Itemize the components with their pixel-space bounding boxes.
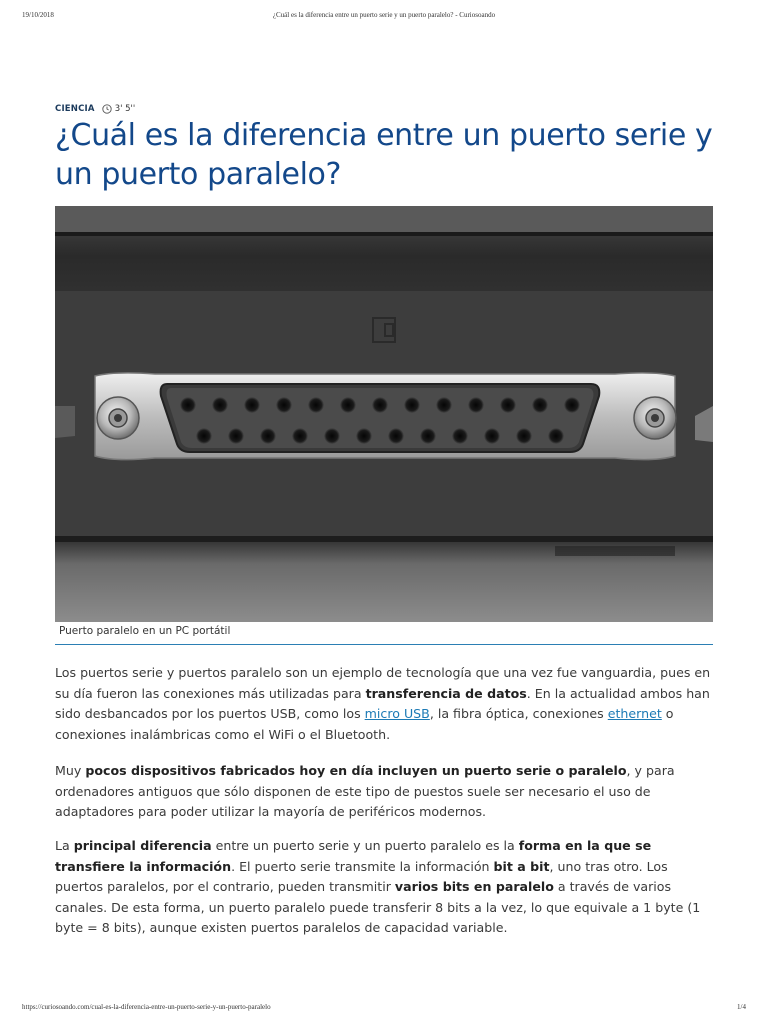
micro-usb-link[interactable]: micro USB (364, 706, 430, 721)
article-title: ¿Cuál es la diferencia entre un puerto serie y un puerto paralelo? (55, 118, 713, 192)
p1-bold-1: transferencia de datos (365, 685, 527, 701)
screw-left (97, 397, 139, 439)
screw-right (634, 397, 676, 439)
p3-text-5: a través de varios canales. De esta forma, un puerto paralelo puede transferir 8 bits a la vez, lo que equivale a 1 byte (1 byte = 8 bits), aunque existen puertos paralelos de capacidad variable. (55, 879, 701, 935)
paragraph-2 (55, 761, 715, 823)
p2-bold-1: pocos dispositivos fabricados hoy en día incluyen un puerto serie o paralelo (85, 763, 627, 778)
p2-text-2: , y para ordenadores antiguos que sólo disponen de este tipo de puestos suele ser necesario el uso de adaptadores para poder utilizar la mayoría de periféricos modernos. (55, 763, 675, 819)
read-time: 3' 5'' (114, 104, 136, 114)
article-meta (55, 102, 135, 116)
p3-bold-1: principal diferencia (73, 838, 212, 853)
ethernet-link[interactable]: ethernet (607, 706, 662, 721)
p1-text-3: , la fibra óptica, conexiones (429, 706, 608, 721)
print-page-title: ¿Cuál es la diferencia entre un puerto serie y un puerto paralelo? - Curiosoando (272, 11, 496, 19)
p3-text-4: , uno tras otro. Los puertos paralelos, por el contrario, pueden transmitir (55, 858, 668, 894)
image-caption: Puerto paralelo en un PC portátil (59, 625, 231, 637)
category-link[interactable]: CIENCIA (55, 104, 95, 114)
paragraph-1 (55, 663, 715, 745)
p1-text-2: . En la actualidad ambos han sido desbancados por los puertos USB, como los (55, 685, 710, 721)
p1-text-1: Los puertos serie y puertos paralelo son un ejemplo de tecnología que una vez fue vanguardia, pues en su día fueron las conexiones más utilizadas para (55, 665, 711, 701)
print-url: https://curiosoando.com/cual-es-la-diferencia-entre-un-puerto-serie-y-un-puerto-paralelo (22, 1003, 271, 1011)
p3-bold-3: bit a bit (493, 858, 550, 874)
print-date: 19/10/2018 (22, 11, 54, 19)
print-header (0, 11, 768, 21)
paragraph-3 (55, 836, 715, 939)
p3-text-2: entre un puerto serie y un puerto paralelo es la (211, 838, 519, 853)
p1-text-4: o conexiones inalámbricas como el WiFi o el Bluetooth. (55, 706, 674, 742)
caption-divider (55, 644, 713, 645)
print-page-number: 1/4 (737, 1003, 746, 1011)
clock-icon (102, 104, 112, 114)
p3-text-1: La (55, 838, 74, 853)
p3-bold-2: forma en la que se transfiere la información (55, 838, 652, 874)
parallel-port-photo (55, 206, 713, 622)
p3-text-3: . El puerto serie transmite la información (231, 858, 494, 874)
print-footer (0, 1003, 768, 1013)
p2-text-1: Muy (55, 763, 86, 778)
article-image (55, 206, 713, 622)
p3-bold-4: varios bits en paralelo (394, 879, 554, 894)
